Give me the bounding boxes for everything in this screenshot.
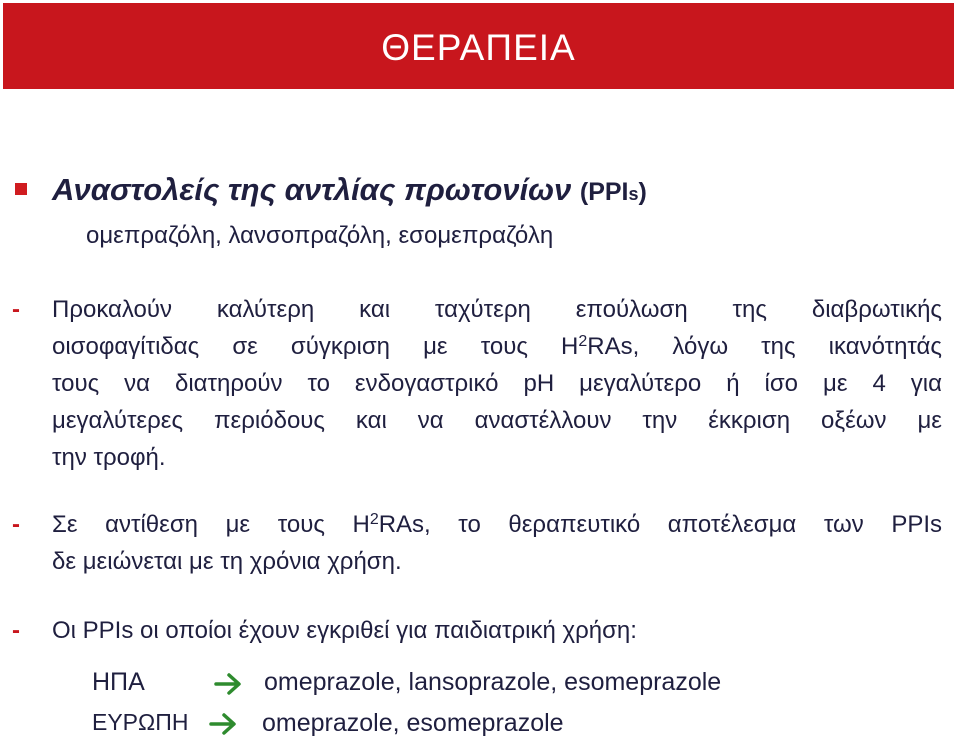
dash-marker: -: [12, 296, 20, 323]
heading-abbr-open: (PPI: [579, 178, 629, 206]
point1-line5: την τροφή.: [52, 444, 166, 471]
heading-abbr-s: s: [628, 184, 639, 204]
point1-line2-a: οισοφαγίτιδας σε σύγκριση με τους Η: [52, 333, 579, 360]
right-arrow-icon: [214, 672, 244, 696]
point1-line1: Προκαλούν καλύτερη και ταχύτερη επούλωση της διαβρωτικής: [52, 296, 942, 323]
point1-line2-sup: 2: [578, 333, 588, 350]
point2-line1: [52, 511, 942, 539]
drug-examples: ομεπραζόλη, λανσοπραζόλη, εσομεπραζόλη: [86, 222, 554, 249]
point2-line2: δε μειώνεται με τη χρόνια χρήση.: [52, 548, 402, 575]
title-banner: [3, 3, 954, 89]
point2-line1-b: RAs, το θεραπευτικό αποτέλεσμα των PPIs: [378, 511, 943, 538]
point1-line4: μεγαλύτερες περιόδους και να αναστέλλουν την έκκριση οξέων με: [52, 407, 942, 434]
heading-main: Αναστολείς της αντλίας πρωτονίων: [52, 172, 572, 207]
point1-line3: τους να διατηρούν το ενδογαστρικό pH μεγαλύτερο ή ίσο με 4 για: [52, 370, 942, 397]
point1-line2-b: RAs, λόγω της ικανότητάς: [587, 333, 942, 360]
point2-line1-a: Σε αντίθεση με τους Η: [52, 511, 370, 538]
drugs-europe: omeprazole, esomeprazole: [262, 709, 564, 737]
point1-line2: [52, 333, 942, 361]
section-heading: [52, 172, 647, 208]
region-europe: ΕΥΡΩΠΗ: [92, 709, 189, 735]
heading-abbr-close: ): [638, 178, 647, 206]
drugs-usa: omeprazole, lansoprazole, esomeprazole: [264, 668, 722, 696]
square-bullet-icon: [15, 183, 27, 195]
region-usa: ΗΠΑ: [92, 668, 145, 696]
point2-line1-sup: 2: [369, 511, 379, 528]
point3-line1: Οι PPIs οι οποίοι έχουν εγκριθεί για παιδιατρική χρήση:: [52, 617, 637, 644]
dash-marker: -: [12, 617, 20, 644]
dash-marker: -: [12, 511, 20, 538]
right-arrow-icon: [209, 712, 239, 736]
page-title: ΘΕΡΑΠΕΙΑ: [381, 27, 576, 68]
